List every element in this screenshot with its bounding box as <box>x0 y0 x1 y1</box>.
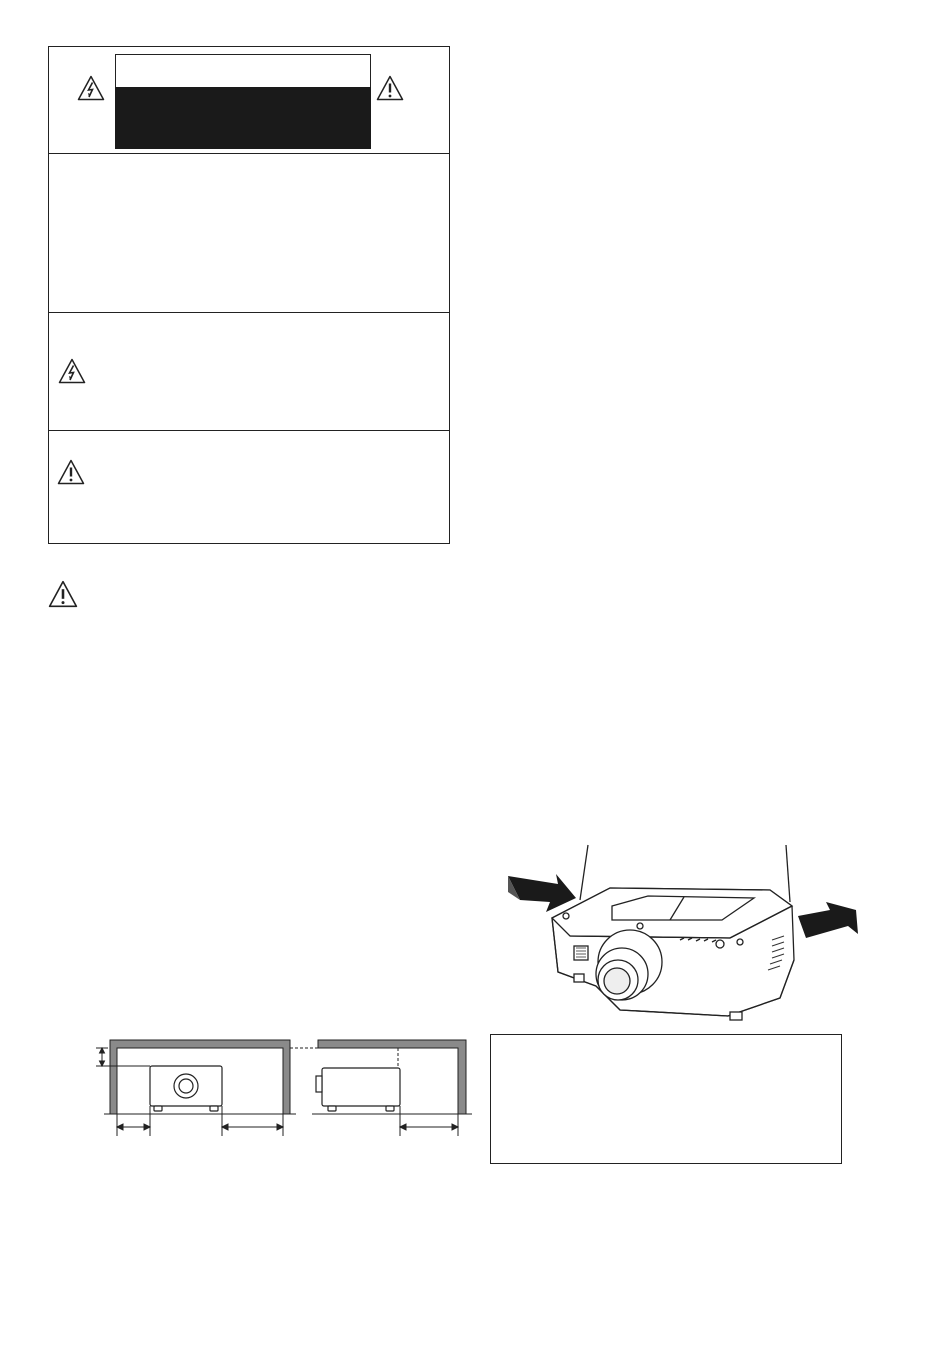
air-exhaust-arrow <box>798 902 858 938</box>
exclamation-warning-icon <box>57 459 85 485</box>
clearance-arrows <box>96 1048 150 1066</box>
banner-dark-area <box>115 87 371 149</box>
exclamation-warning-icon <box>376 75 404 101</box>
front-view-projector <box>150 1066 222 1111</box>
leader-line <box>580 845 588 900</box>
electric-shock-warning-icon <box>77 75 105 101</box>
leader-line <box>786 845 790 902</box>
side-view-projector <box>316 1068 400 1111</box>
banner-title-area <box>115 54 371 87</box>
air-intake-arrow <box>508 874 576 912</box>
warning-divider <box>49 430 449 431</box>
projector-airflow-figure <box>500 840 870 1030</box>
electric-shock-warning-icon <box>58 358 86 384</box>
clearance-diagram <box>90 1036 480 1151</box>
exclamation-warning-icon <box>48 580 78 608</box>
warning-divider <box>49 153 449 154</box>
projector-illustration <box>552 888 794 1020</box>
warning-divider <box>49 312 449 313</box>
note-box <box>490 1034 842 1164</box>
